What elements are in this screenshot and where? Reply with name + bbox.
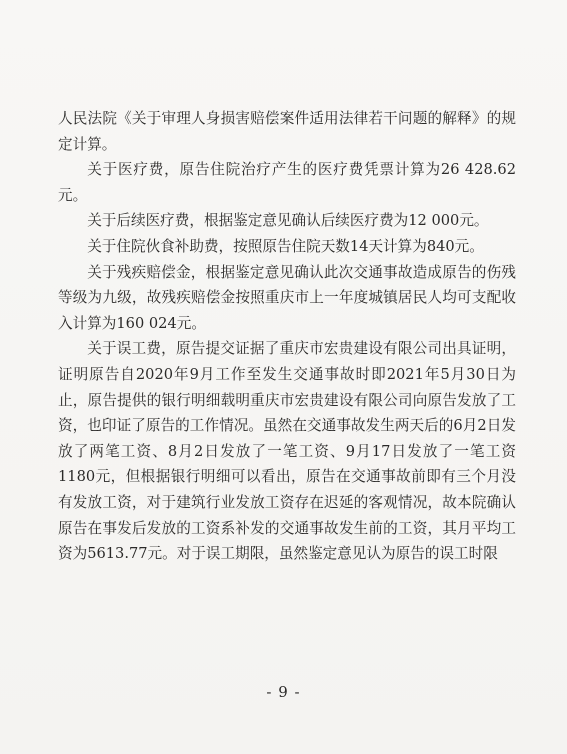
paragraph-follow-up-medical-expenses: 关于后续医疗费，根据鉴定意见确认后续医疗费为12 000元。 xyxy=(87,212,489,230)
paragraph-legal-basis: 人民法院《关于审理人身损害赔偿案件适用法律若干问题的解释》的规定计算。 xyxy=(58,110,516,153)
paragraph-meal-allowance: 关于住院伙食补助费，按照原告住院天数14天计算为840元。 xyxy=(87,237,484,255)
paragraph-medical-expenses: 关于医疗费，原告住院治疗产生的医疗费凭票计算为26 428.62元。 xyxy=(58,161,516,204)
paragraph-lost-wages: 关于误工费，原告提交证据了重庆市宏贵建设有限公司出具证明，证明原告自2020年9月工作至发生交通事故时即2021年5月30日为止，原告提供的银行明细载明重庆市宏贵建设有限公司向原告发放了工资，也印证了原告的工作情况。虽然在交通事故发生两天后的6月2日发放了两笔工资、8月2日发放了一笔工资、9月17日发放了一笔工资1180元，但根据银行明细可以看出，原告在交通事故前即有三个月没有发放工资，对于建筑行业发放工资存在迟延的客观情况，故本院确认原告在事发后发放的工资系补发的交通事故发生前的工资，其月平均工资为5613.77元。对于误工期限，虽然鉴定意见认为原告的误工时限 xyxy=(58,340,516,563)
page-number: - 9 - xyxy=(266,683,301,701)
paragraph-disability-compensation: 关于残疾赔偿金，根据鉴定意见确认此次交通事故造成原告的伤残等级为九级，故残疾赔偿金按照重庆市上一年度城镇居民人均可支配收入计算为160 024元。 xyxy=(58,263,516,332)
judgment-body-text xyxy=(58,106,516,567)
